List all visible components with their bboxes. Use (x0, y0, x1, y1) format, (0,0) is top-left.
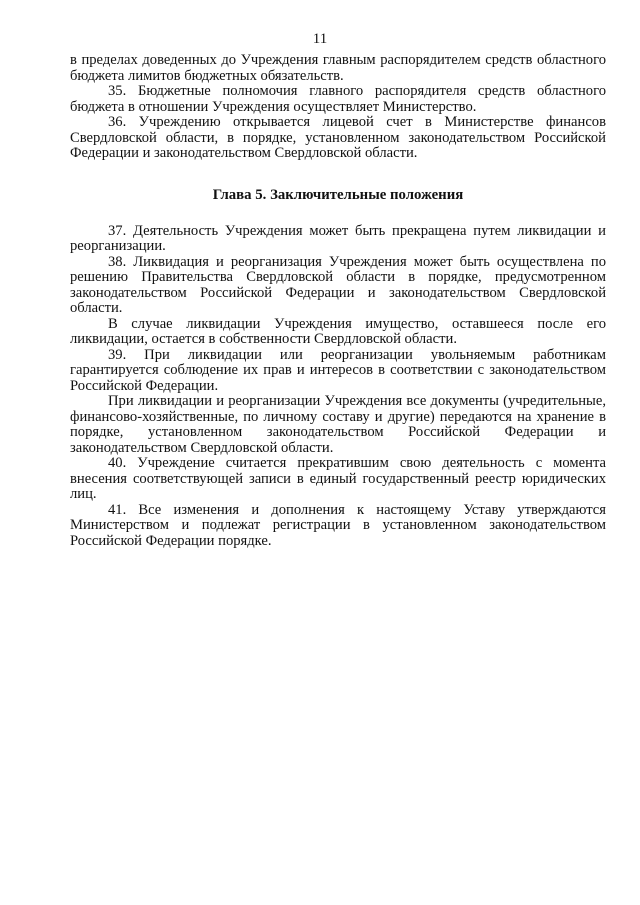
paragraph-38: 38. Ликвидация и реорганизация Учреждения может быть осуществлена по решению Правительства Свердловской области в порядке, предусмотренном законодательством Российской Федерации и законодательством Свердловской области. (70, 253, 606, 316)
paragraph-39: 39. При ликвидации или реорганизации увольняемым работникам гарантируется соблюдение их прав и интересов в соответствии с законодательством Российской Федерации. (70, 346, 606, 394)
paragraph-41: 41. Все изменения и дополнения к настоящему Уставу утверждаются Министерством и подлежат регистрации в установленном законодательством Российской Федерации порядке. (70, 501, 606, 549)
document-body (70, 53, 606, 549)
paragraph-35: 35. Бюджетные полномочия главного распорядителя средств областного бюджета в отношении Учреждения осуществляет Министерство. (70, 83, 606, 115)
paragraph-continuation: в пределах доведенных до Учреждения главным распорядителем средств областного бюджета лимитов бюджетных обязательств. (70, 52, 606, 84)
paragraph-37: 37. Деятельность Учреждения может быть прекращена путем ликвидации и реорганизации. (70, 222, 606, 254)
paragraph-36: 36. Учреждению открывается лицевой счет в Министерстве финансов Свердловской области, в порядке, установленном законодательством Российской Федерации и законодательством Свердловской области. (70, 114, 606, 161)
paragraph-40: 40. Учреждение считается прекратившим свою деятельность с момента внесения соответствующей записи в единый государственный реестр юридических лиц. (70, 455, 606, 502)
paragraph-39-documents: При ликвидации и реорганизации Учреждения все документы (учредительные, финансово-хозяйственные, по личному составу и другие) передаются на хранение в порядке, установленном законодательством Российской Федерации и законодательством Свердловской области. (70, 393, 606, 456)
page-number: 11 (312, 31, 328, 47)
paragraph-38-liquidation-property: В случае ликвидации Учреждения имущество, оставшееся после его ликвидации, остается в собственности Свердловской области. (70, 315, 606, 347)
chapter-title: Глава 5. Заключительные положения (212, 186, 464, 203)
